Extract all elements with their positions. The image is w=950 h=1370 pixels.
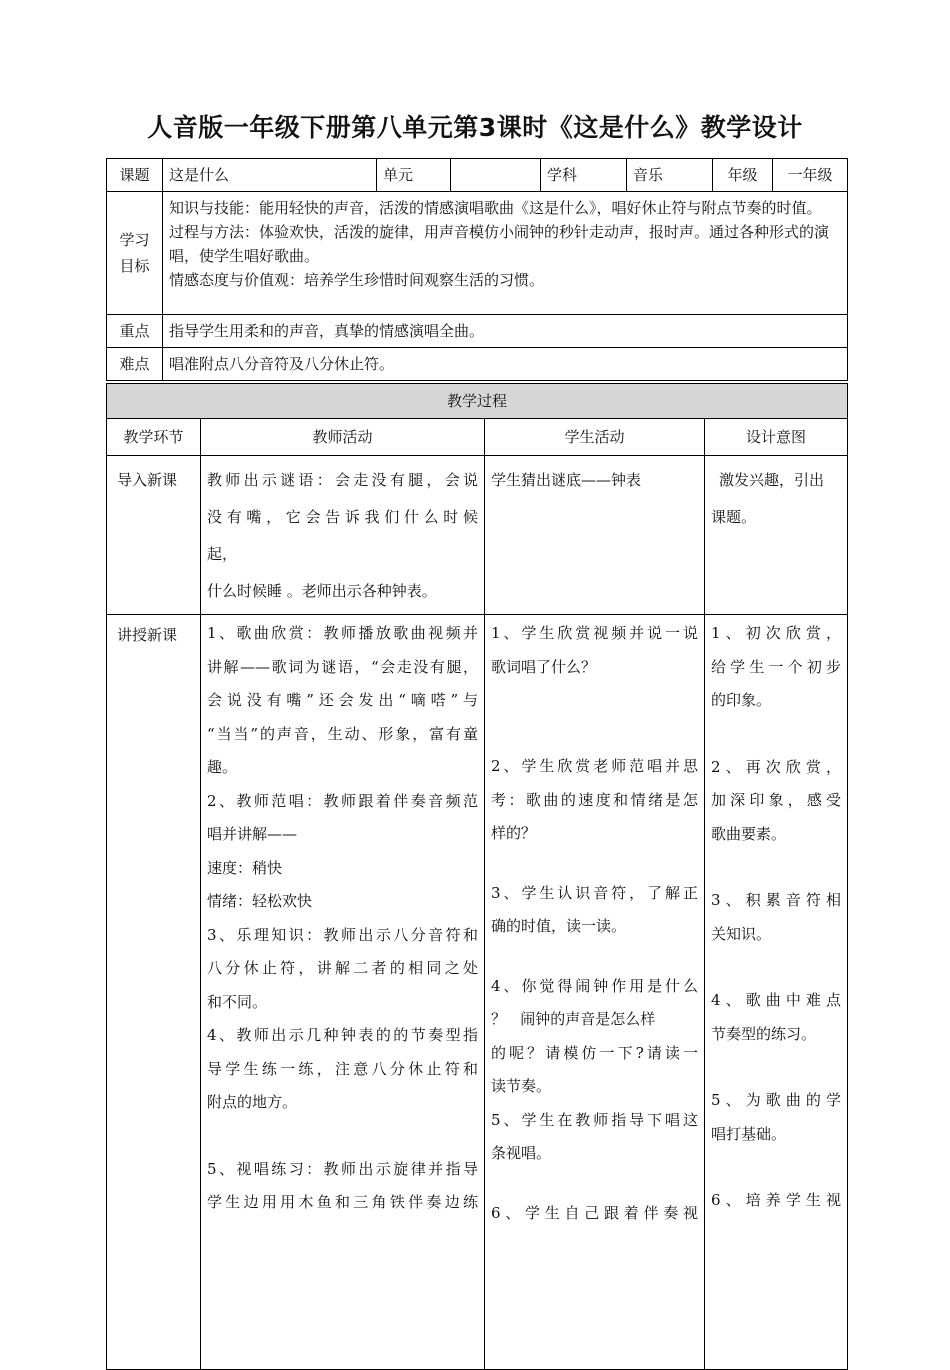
teach-teacher-line: 附点的地方。 xyxy=(207,1093,298,1111)
intro-teacher-line: 什么时候睡 。老师出示各种钟表。 xyxy=(207,582,437,600)
teach-intent-spacer xyxy=(711,1151,841,1184)
teach-teacher-line: 会说没有嘴”还会发出“嘀嗒”与 xyxy=(207,691,478,709)
intro-student: 学生猜出谜底——钟表 xyxy=(485,456,705,615)
topic-value: 这是什么 xyxy=(163,159,377,192)
teach-teacher-line: 1、歌曲欣赏：教师播放歌曲视频并 xyxy=(207,624,478,642)
header-student: 学生活动 xyxy=(485,419,705,456)
teach-intent-line: 的印象。 xyxy=(711,691,772,709)
teach-teacher-line: 八分休止符，讲解二者的相同之处 xyxy=(207,959,478,977)
teach-student xyxy=(485,615,705,1370)
lesson-info-table xyxy=(106,158,848,381)
teach-intent-spacer xyxy=(711,718,841,751)
teach-teacher-line: 3、乐理知识：教师出示八分音符和 xyxy=(207,925,478,944)
teach-student-line: ？ 闹钟的声音是怎么样 xyxy=(491,1010,656,1028)
teach-student-line: 条视唱。 xyxy=(491,1144,552,1162)
teach-teacher-line: 情绪：轻松欢快 xyxy=(207,892,313,910)
header-intent: 设计意图 xyxy=(705,419,848,456)
teach-intent-spacer xyxy=(711,951,841,984)
info-row-key xyxy=(107,315,848,348)
teach-student-line: 6、学生自己跟着伴奏视 xyxy=(491,1203,698,1222)
page-title: 人音版一年级下册第八单元第3课时《这是什么》教学设计 xyxy=(147,113,803,142)
info-row-topic xyxy=(107,159,848,192)
header-teacher: 教师活动 xyxy=(201,419,485,456)
teach-student-spacer xyxy=(491,684,698,717)
teach-student-line: 样的？ xyxy=(491,824,537,842)
teach-intent-line: 给学生一个初步 xyxy=(711,657,842,676)
teach-intent xyxy=(705,615,848,1370)
teach-intent-line: 关知识。 xyxy=(711,924,772,943)
teach-row xyxy=(107,615,848,1370)
teach-student-line: 3、学生认识音符，了解正 xyxy=(491,883,698,902)
teach-student-line: 5、学生在教师指导下唱这 xyxy=(491,1110,698,1129)
subject-value: 音乐 xyxy=(627,159,713,192)
teach-student-line: 2、学生欣赏老师范唱并思 xyxy=(491,757,698,775)
teach-intent-line: 6、培养学生视 xyxy=(711,1191,842,1209)
teach-teacher-line: 速度：稍快 xyxy=(207,858,283,877)
teach-teacher-line: 学生边用用木鱼和三角铁伴奏边练 xyxy=(207,1193,478,1211)
header-stage: 教学环节 xyxy=(107,419,201,456)
teach-teacher-line: 5、视唱练习：教师出示旋律并指导 xyxy=(207,1159,478,1178)
teach-intent-line: 5、为歌曲的学 xyxy=(711,1091,842,1109)
teach-intent-line: 4、歌曲中难点 xyxy=(711,991,842,1009)
key-value: 指导学生用柔和的声音，真挚的情感演唱全曲。 xyxy=(163,315,848,348)
teach-student-line: 考：歌曲的速度和情绪是怎 xyxy=(491,790,698,809)
teach-stage: 讲授新课 xyxy=(107,615,201,1370)
teach-student-line: 确的时值，读一读。 xyxy=(491,917,627,935)
info-row-difficulty xyxy=(107,348,848,381)
grade-value: 一年级 xyxy=(773,159,848,192)
unit-value xyxy=(451,159,541,192)
intro-teacher-line: 教师出示谜语：会走没有腿，会说 xyxy=(207,471,478,489)
info-row-objectives xyxy=(107,192,848,315)
teach-teacher-line: 和不同。 xyxy=(207,992,268,1011)
intro-intent-line: 课题。 xyxy=(711,508,757,526)
teach-student-line: 的呢？请模仿一下?请读一 xyxy=(491,1043,698,1062)
teach-teacher-spacer xyxy=(207,1120,478,1153)
teach-intent-line: 唱打基础。 xyxy=(711,1124,787,1143)
teach-intent-spacer xyxy=(711,1051,841,1084)
teach-teacher-line: 2、教师范唱：教师跟着伴奏音频范 xyxy=(207,791,478,810)
teach-intent-spacer xyxy=(711,851,841,884)
objectives-label-line-1: 学习 xyxy=(119,231,150,249)
process-header-row xyxy=(107,419,848,456)
teach-teacher-line: 4、教师出示几种钟表的的节奏型指 xyxy=(207,1026,478,1044)
teach-intent-line: 3、积累音符相 xyxy=(711,891,842,909)
teach-intent-line: 歌曲要素。 xyxy=(711,824,787,843)
process-banner: 教学过程 xyxy=(107,384,848,419)
teach-teacher-line: 趣。 xyxy=(207,758,238,776)
teach-student-spacer xyxy=(491,1171,698,1197)
objectives-label-line-2: 目标 xyxy=(119,257,150,275)
key-label: 重点 xyxy=(107,315,163,348)
objective-attitude: 情感态度与价值观：培养学生珍惜时间观察生活的习惯。 xyxy=(169,271,545,289)
teach-student-spacer xyxy=(491,944,698,970)
subject-label: 学科 xyxy=(541,159,627,192)
difficulty-label: 难点 xyxy=(107,348,163,381)
intro-intent xyxy=(705,456,848,615)
intro-teacher-line: 起， xyxy=(207,545,238,563)
unit-label: 单元 xyxy=(377,159,451,192)
intro-teacher xyxy=(201,456,485,615)
teach-teacher xyxy=(201,615,485,1370)
teach-student-spacer xyxy=(491,717,698,750)
objective-process: 过程与方法：体验欢快，活泼的旋律，用声音模仿小闹钟的秒针走动声，报时声。通过各种形式的演唱，使学生唱好歌曲。 xyxy=(169,223,830,265)
teach-student-line: 4、你觉得闹钟作用是什么 xyxy=(491,976,698,995)
teach-teacher-line: 讲解——歌词为谜语，“会走没有腿， xyxy=(207,657,478,676)
objectives-label xyxy=(107,192,163,315)
teach-intent-line: 节奏型的练习。 xyxy=(711,1024,817,1043)
intro-stage: 导入新课 xyxy=(107,456,201,615)
teach-intent-line: 2、再次欣赏， xyxy=(711,757,842,776)
teach-student-line: 读节奏。 xyxy=(491,1077,552,1095)
topic-label: 课题 xyxy=(107,159,163,192)
intro-teacher-line: 没有嘴，它会告诉我们什么时候 xyxy=(207,508,478,526)
teach-teacher-line: 唱并讲解—— xyxy=(207,825,298,843)
grade-label: 年级 xyxy=(713,159,773,192)
teach-intent-line: 1、初次欣赏， xyxy=(711,624,842,642)
teaching-process-table xyxy=(106,383,848,1370)
intro-intent-line: 激发兴趣，引出 xyxy=(719,471,825,489)
objective-knowledge: 知识与技能：能用轻快的声音，活泼的情感演唱歌曲《这是什么》，唱好休止符与附点节奏的时值。 xyxy=(169,199,822,217)
teach-teacher-line: “当当”的声音，生动、形象，富有童 xyxy=(207,724,478,743)
teach-intent-line: 加深印象，感受 xyxy=(711,791,842,809)
teach-teacher-line: 导学生练一练，注意八分休止符和 xyxy=(207,1059,478,1078)
difficulty-value: 唱准附点八分音符及八分休止符。 xyxy=(163,348,848,381)
teach-student-line: 歌词唱了什么？ xyxy=(491,657,597,676)
intro-row xyxy=(107,456,848,615)
teach-student-spacer xyxy=(491,851,698,877)
teach-student-line: 1、学生欣赏视频并说一说 xyxy=(491,624,698,642)
objectives-content xyxy=(163,192,848,315)
process-banner-row xyxy=(107,384,848,419)
